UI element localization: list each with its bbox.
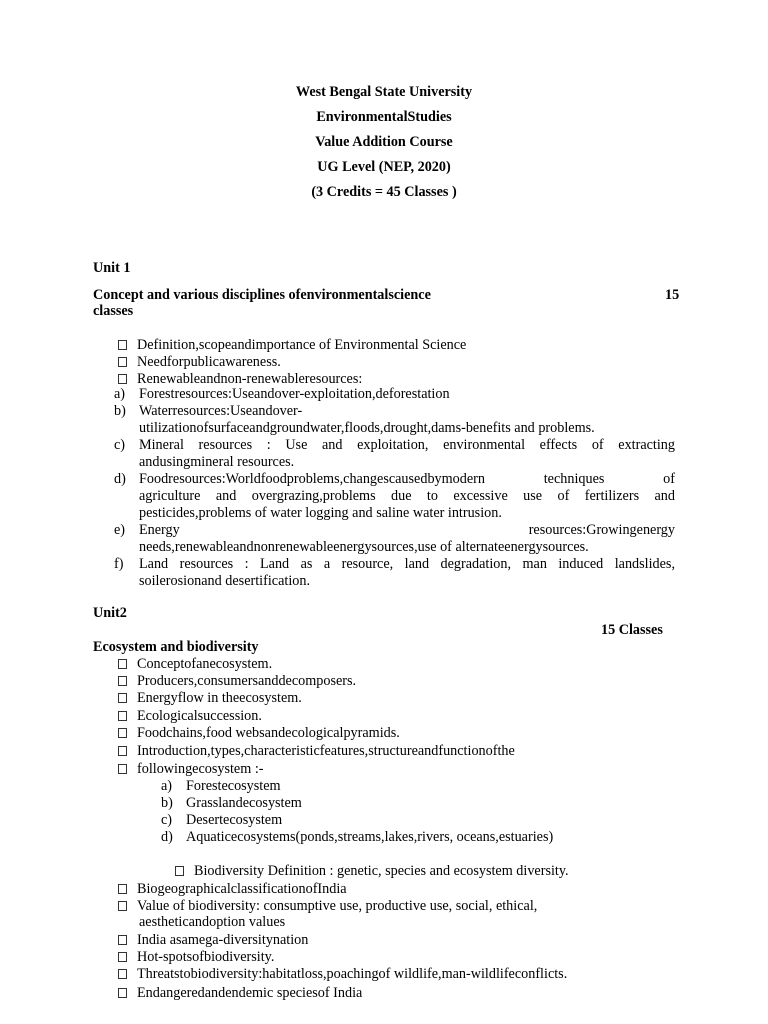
list-item: Renewableandnon-renewableresources: — [118, 371, 362, 388]
checkbox-bullet-icon — [118, 340, 127, 350]
checkbox-bullet-icon — [118, 884, 127, 894]
item-letter: e) — [114, 522, 126, 538]
unit1-topic: Concept and various disciplines ofenvironmentalscience — [93, 287, 431, 303]
checkbox-bullet-icon — [118, 988, 127, 998]
list-item: BiogeographicalclassificationofIndia — [118, 881, 347, 898]
course-level: UG Level (NEP, 2020) — [317, 159, 451, 175]
course-credits: (3 Credits = 45 Classes ) — [311, 184, 457, 200]
checkbox-bullet-icon — [118, 374, 127, 384]
list-item: Producers,consumersanddecomposers. — [118, 673, 356, 690]
checkbox-bullet-icon — [118, 764, 127, 774]
list-item: India asamega-diversitynation — [118, 932, 308, 949]
list-item-text: agriculture and overgrazing,problems due to excessive use of fertilizers and — [139, 488, 675, 504]
item-letter: a) — [114, 386, 126, 402]
list-item: Needforpublicawareness. — [118, 354, 281, 371]
unit2-topic: Ecosystem and biodiversity — [93, 639, 259, 655]
list-item: Ecologicalsuccession. — [118, 708, 262, 725]
list-item: b) Grasslandecosystem — [161, 795, 302, 811]
list-item: Conceptofanecosystem. — [118, 656, 272, 673]
course-subject: EnvironmentalStudies — [316, 109, 452, 125]
item-letter: b) — [114, 403, 126, 419]
list-item-text: Forestresources:Useandover-exploitation,deforestation — [139, 386, 450, 402]
checkbox-bullet-icon — [118, 969, 127, 979]
list-item-text: needs,renewableandnonrenewableenergysources,use of alternateenergysources. — [139, 539, 589, 555]
list-item: followingecosystem :- — [118, 761, 263, 778]
list-item: Endangeredandendemic speciesof India — [118, 985, 362, 1002]
checkbox-bullet-icon — [118, 746, 127, 756]
list-item: Energyflow in theecosystem. — [118, 690, 302, 707]
checkbox-bullet-icon — [118, 935, 127, 945]
list-item: Value of biodiversity: consumptive use, productive use, social, ethical, — [118, 898, 537, 915]
list-item-text: aestheticandoption values — [139, 914, 286, 930]
list-item-text: soilerosionand desertification. — [139, 573, 310, 589]
checkbox-bullet-icon — [118, 952, 127, 962]
list-item: Foodchains,food websandecologicalpyramids. — [118, 725, 400, 742]
list-item: Biodiversity Definition : genetic, species and ecosystem diversity. — [175, 863, 569, 880]
list-item: Hot-spotsofbiodiversity. — [118, 949, 274, 966]
unit1-classes-word: classes — [93, 303, 134, 319]
checkbox-bullet-icon — [118, 711, 127, 721]
list-item-text: Mineral resources : Use and exploitation, environmental effects of extracting — [139, 437, 675, 453]
unit1-label: Unit 1 — [93, 260, 131, 276]
list-item: Introduction,types,characteristicfeatures,structureandfunctionofthe — [118, 743, 515, 760]
checkbox-bullet-icon — [118, 676, 127, 686]
list-item: a) Forestecosystem — [161, 778, 281, 794]
list-item: Threatstobiodiversity:habitatloss,poachingof wildlife,man-wildlifeconflicts. — [118, 966, 567, 983]
unit1-classes-number: 15 — [665, 287, 680, 303]
checkbox-bullet-icon — [175, 866, 184, 876]
document-header — [0, 80, 768, 205]
checkbox-bullet-icon — [118, 901, 127, 911]
list-item-text: Waterresources:Useandover- — [139, 403, 303, 419]
unit2-classes: 15 Classes — [601, 622, 663, 638]
checkbox-bullet-icon — [118, 693, 127, 703]
item-letter: d) — [114, 471, 126, 487]
item-letter: f) — [114, 556, 124, 572]
checkbox-bullet-icon — [118, 659, 127, 669]
unit2-label: Unit2 — [93, 605, 127, 621]
list-item-text: utilizationofsurfaceandgroundwater,floods,drought,dams-benefits and problems. — [139, 420, 595, 436]
university-name: West Bengal State University — [295, 84, 473, 100]
list-item-text: Energy resources:Growingenergy — [139, 522, 675, 538]
list-item: Definition,scopeandimportance of Environmental Science — [118, 337, 466, 354]
list-item-text: pesticides,problems of water logging and saline water intrusion. — [139, 505, 502, 521]
course-type: Value Addition Course — [315, 134, 453, 150]
list-item: c) Desertecosystem — [161, 812, 283, 828]
list-item-text: Foodresources:Worldfoodproblems,changescausedbymodern techniques of — [139, 471, 675, 487]
item-letter: c) — [114, 437, 126, 453]
list-item: d) Aquaticecosystems(ponds,streams,lakes,rivers, oceans,estuaries) — [161, 829, 554, 845]
checkbox-bullet-icon — [118, 728, 127, 738]
list-item-text: Land resources : Land as a resource, land degradation, man induced landslides, — [139, 556, 675, 572]
checkbox-bullet-icon — [118, 357, 127, 367]
list-item-text: andusingmineral resources. — [139, 454, 295, 470]
